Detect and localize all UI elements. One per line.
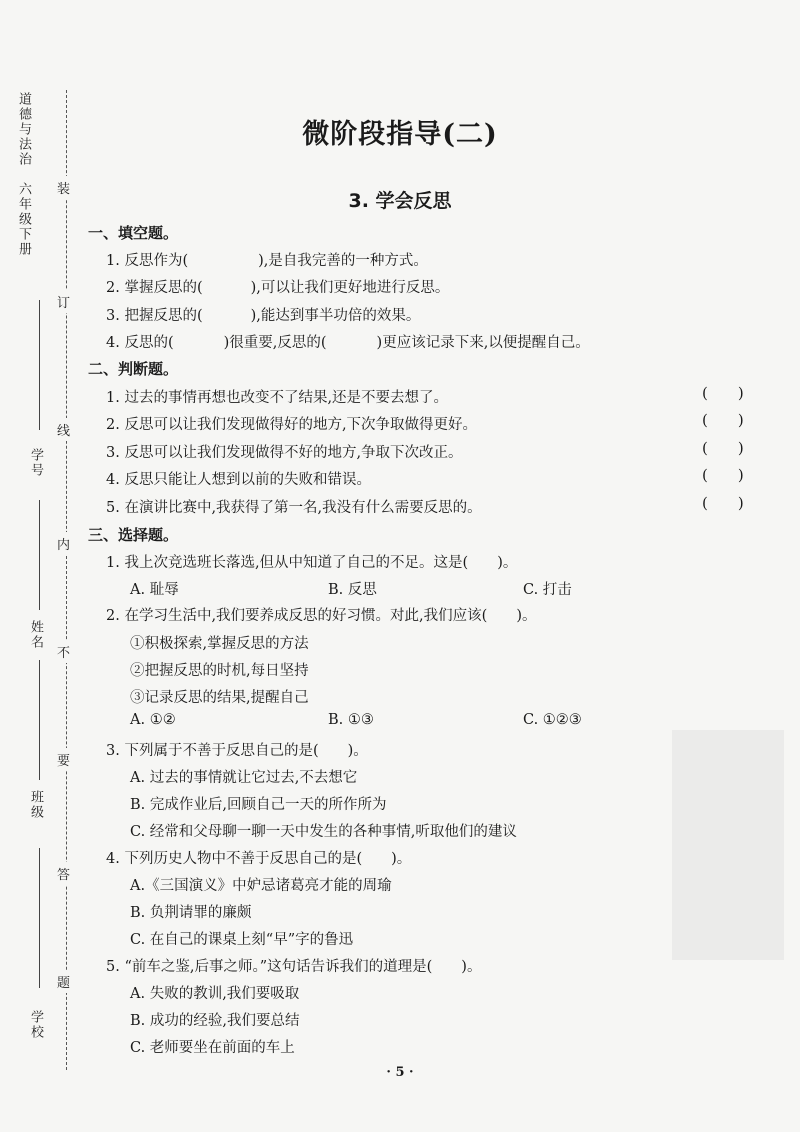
true-false-question: 1. 过去的事情再想也改变不了结果,还是不要去想了。 <box>106 390 449 406</box>
binding-char: 题 <box>57 970 70 993</box>
choice-option[interactable]: A. 失败的教训,我们要吸取 <box>130 986 300 1002</box>
lesson-title: 3. 学会反思 <box>348 190 452 212</box>
book-header-vertical: 道德与法治 六年级下册 <box>16 92 31 257</box>
binding-char: 装 <box>57 176 70 199</box>
binding-char: 订 <box>57 290 70 313</box>
answer-parenthesis[interactable]: () <box>702 411 774 429</box>
fill-question <box>106 249 428 270</box>
choice-question-stem: 5. “前车之鉴,后事之师。”这句话告诉我们的道理是( )。 <box>106 959 482 975</box>
page-number: · 5 · <box>386 1065 414 1080</box>
bleed-through-panel <box>672 730 784 960</box>
statement-item: ②把握反思的时机,每日坚持 <box>130 663 309 679</box>
choice-option[interactable]: B. 反思 <box>328 582 377 598</box>
choice-option[interactable]: C. 老师要坐在前面的车上 <box>130 1040 295 1056</box>
choice-option[interactable]: B. 成功的经验,我们要总结 <box>130 1013 300 1029</box>
class-label: 班级 <box>28 790 43 820</box>
name-line[interactable] <box>39 500 40 610</box>
choice-option[interactable]: C. 打击 <box>523 582 572 598</box>
page-title: 微阶段指导(二) <box>302 119 498 150</box>
true-false-question: 2. 反思可以让我们发现做得好的地方,下次争取做得更好。 <box>106 417 478 433</box>
choice-option[interactable]: A. ①② <box>130 712 176 728</box>
section-heading: 一、填空题。 <box>88 224 179 242</box>
question-text: )更应该记录下来,以便提醒自己。 <box>376 335 590 351</box>
choice-option[interactable]: B. 完成作业后,回顾自己一天的所作所为 <box>130 797 387 813</box>
fill-question <box>106 331 590 352</box>
choice-question-stem: 3. 下列属于不善于反思自己的是( )。 <box>106 743 368 759</box>
choice-question-stem: 1. 我上次竞选班长落选,但从中知道了自己的不足。这是( )。 <box>106 555 518 571</box>
fill-question <box>106 304 420 325</box>
section-heading: 二、判断题。 <box>88 360 179 378</box>
student-id-label: 学号 <box>28 448 43 478</box>
binding-char: 内 <box>57 532 70 555</box>
student-id-line[interactable] <box>39 300 40 430</box>
class-line[interactable] <box>39 660 40 780</box>
choice-option[interactable]: A. 过去的事情就让它过去,不去想它 <box>130 770 358 786</box>
binding-char: 要 <box>57 748 70 771</box>
choice-option[interactable]: C. ①②③ <box>523 712 582 728</box>
question-text: 2. 掌握反思的( <box>106 280 203 296</box>
binding-dashed-line <box>66 90 67 1070</box>
true-false-question: 3. 反思可以让我们发现做得不好的地方,争取下次改正。 <box>106 445 463 461</box>
choice-option[interactable]: B. 负荆请罪的廉颇 <box>130 905 252 921</box>
answer-parenthesis[interactable]: () <box>702 466 774 484</box>
question-text: ),可以让我们更好地进行反思。 <box>250 280 450 296</box>
statement-item: ①积极探索,掌握反思的方法 <box>130 636 309 652</box>
fill-question <box>106 276 449 297</box>
binding-char: 答 <box>57 862 70 885</box>
choice-option[interactable]: B. ①③ <box>328 712 374 728</box>
choice-option[interactable]: A.《三国演义》中妒忌诸葛亮才能的周瑜 <box>130 878 392 894</box>
answer-parenthesis[interactable]: () <box>702 439 774 457</box>
binding-char: 线 <box>57 418 70 441</box>
statement-item: ③记录反思的结果,提醒自己 <box>130 690 309 706</box>
school-label: 学校 <box>28 1010 43 1040</box>
question-text: )很重要,反思的( <box>223 335 327 351</box>
answer-parenthesis[interactable]: () <box>702 494 774 512</box>
section-heading: 三、选择题。 <box>88 526 179 544</box>
true-false-question: 4. 反思只能让人想到以前的失败和错误。 <box>106 472 371 488</box>
answer-parenthesis[interactable]: () <box>702 384 774 402</box>
question-text: 1. 反思作为( <box>106 253 189 269</box>
school-line[interactable] <box>39 848 40 988</box>
binding-char: 不 <box>57 640 70 663</box>
choice-question-stem: 4. 下列历史人物中不善于反思自己的是( )。 <box>106 851 412 867</box>
true-false-question: 5. 在演讲比赛中,我获得了第一名,我没有什么需要反思的。 <box>106 500 482 516</box>
choice-option[interactable]: C. 在自己的课桌上刻“早”字的鲁迅 <box>130 932 354 948</box>
choice-option[interactable]: A. 耻辱 <box>130 582 179 598</box>
question-text: 3. 把握反思的( <box>106 308 203 324</box>
name-label: 姓名 <box>28 620 43 650</box>
question-text: 4. 反思的( <box>106 335 174 351</box>
question-text: ),能达到事半功倍的效果。 <box>250 308 421 324</box>
choice-question-stem: 2. 在学习生活中,我们要养成反思的好习惯。对此,我们应该( )。 <box>106 608 537 624</box>
choice-option[interactable]: C. 经常和父母聊一聊一天中发生的各种事情,听取他们的建议 <box>130 824 517 840</box>
question-text: ),是自我完善的一种方式。 <box>258 253 428 269</box>
